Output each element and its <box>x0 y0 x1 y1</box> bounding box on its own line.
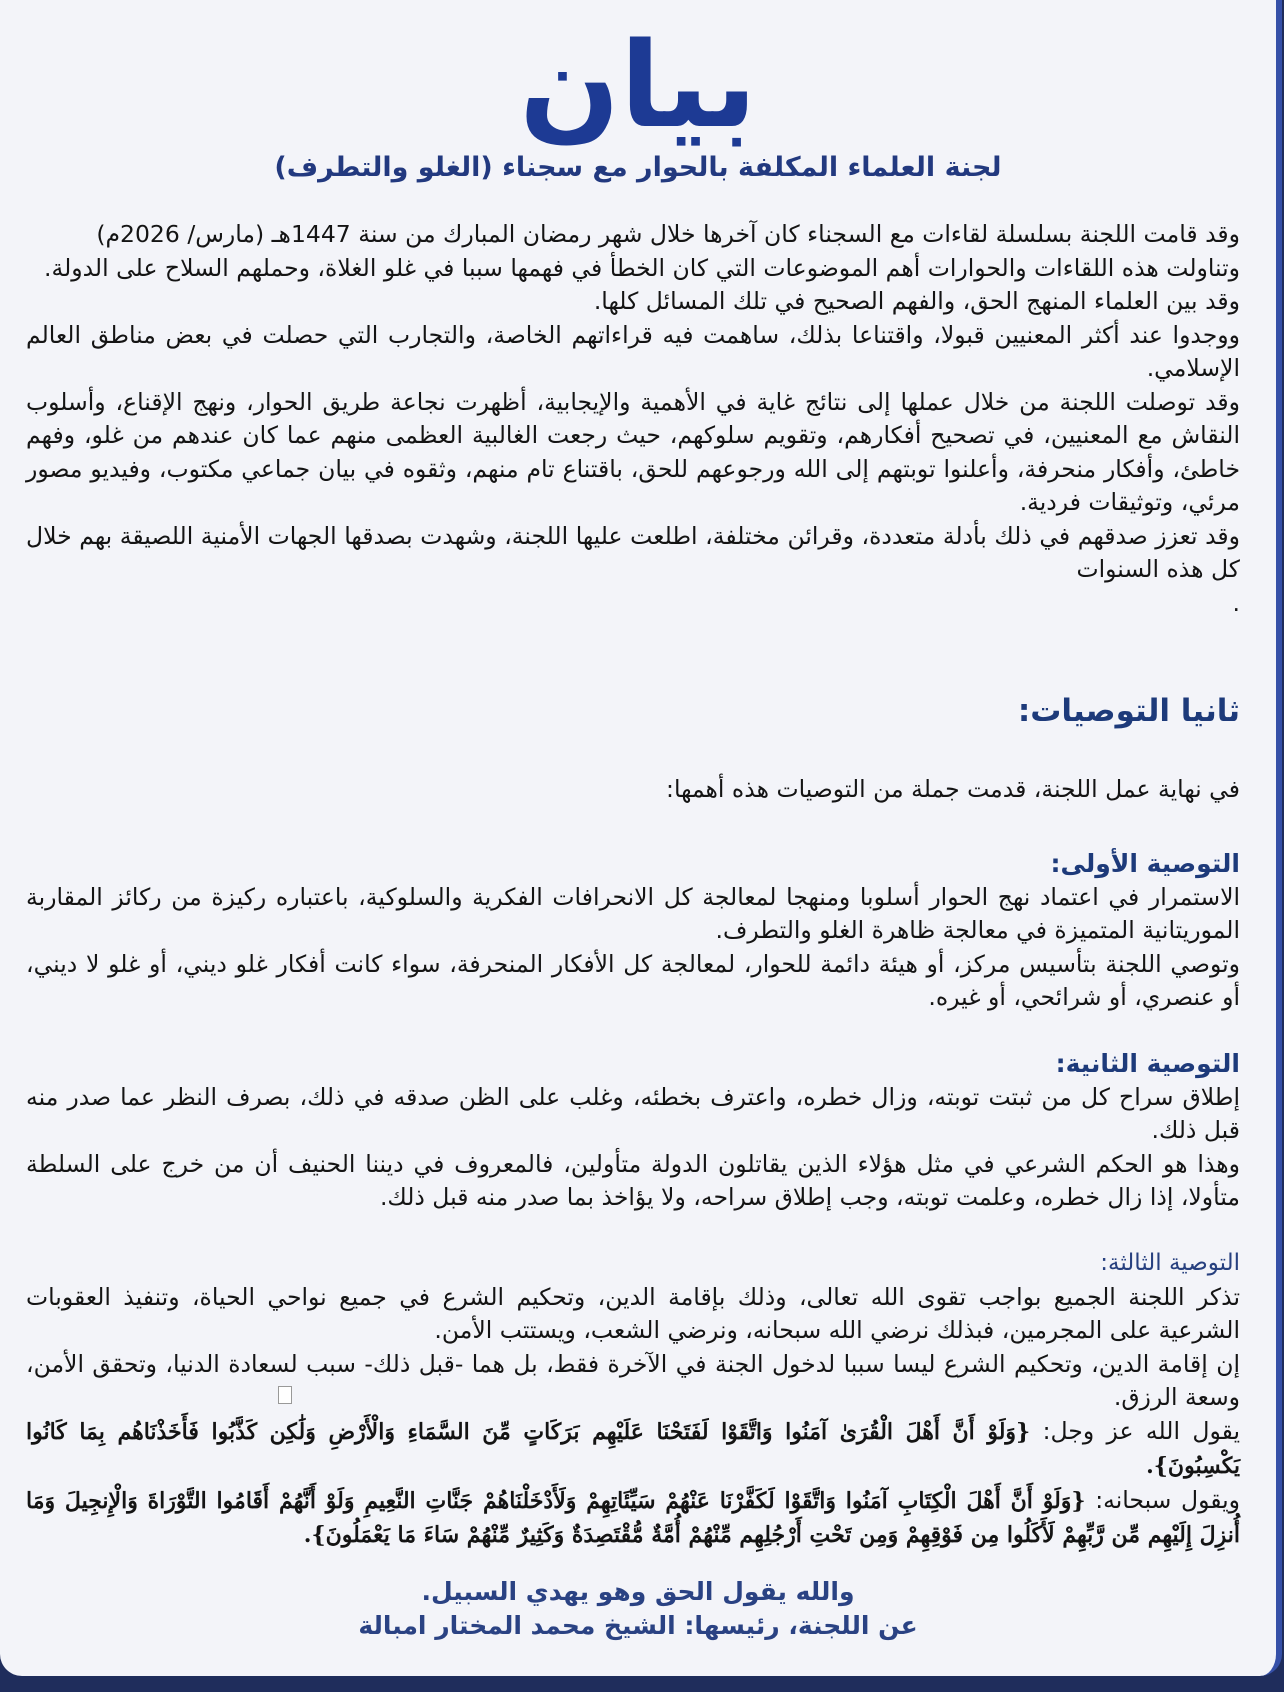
intro-paragraph: وقد بين العلماء المنهج الحق، والفهم الصحيح في تلك المسائل كلها. <box>593 287 1240 315</box>
paragraph: إن إقامة الدين، وتحكيم الشرع ليسا سببا لدخول الجنة في الآخرة فقط، بل هما -قبل ذلك- سبب لسعادة الدنيا، وتحقق الأمن، وسعة الرزق. <box>26 1349 1240 1411</box>
intro-section <box>26 218 1240 620</box>
section-heading: التوصية الثالثة: <box>1100 1250 1240 1276</box>
intro-paragraph: وقد توصلت اللجنة من خلال عملها إلى نتائج غاية في الأهمية والإيجابية، أظهرت نجاعة طريق الحوار، ونهج الإقناع، وأسلوب النقاش مع المعنيين، في تصحيح أفكارهم، وتقويم سلوكهم، حيث رجعت الغالبية العظمى منهم عما كان عندهم من غلو، وفهم خاطئ، وأفكار منحرفة، وأعلنوا توبتهم إلى الله ورجوعهم للحق، باقتناع تام منهم، وثقوه في بيان جماعي مكتوب، وفيديو مصور مرئي، وتوثيقات فردية. <box>26 387 1240 516</box>
signature-line: عن اللجنة، رئيسها: الشيخ محمد المختار امبالة <box>358 1611 918 1640</box>
second-recommendation <box>26 1047 1240 1215</box>
quran-quote: {وَلَوْ أَنَّ أَهْلَ الْقُرَىٰ آمَنُوا وَاتَّقَوْا لَفَتَحْنَا عَلَيْهِم بَرَكَاتٍ مِّنَ السَّمَاءِ وَالْأَرْضِ وَلَٰكِن كَذَّبُوا فَأَخَذْنَاهُم بِمَا كَانُوا يَكْسِبُونَ}. <box>26 1418 1240 1479</box>
paragraph: وتوصي اللجنة بتأسيس مركز، أو هيئة دائمة للحوار، لمعالجة كل الأفكار المنحرفة، سواء كانت أفكار غلو ديني، أو غلو لا ديني، أو عنصري، أو شرائحي، أو غيره. <box>26 949 1240 1011</box>
paragraph: إطلاق سراح كل من ثبتت توبته، وزال خطره، واعترف بخطئه، وغلب على الظن صدقه في ذلك، بصرف النظر عما صدر منه قبل ذلك. <box>26 1082 1240 1144</box>
quote-paragraph <box>26 1415 1240 1484</box>
intro-paragraph: . <box>1232 588 1240 617</box>
intro-paragraph: ووجدوا عند أكثر المعنيين قبولا، واقتناعا بذلك، ساهمت فيه قراءاتهم الخاصة، والتجارب التي حصلت في بعض مناطق العالم الإسلامي. <box>26 320 1240 382</box>
section-heading: التوصية الثانية: <box>1055 1049 1240 1078</box>
intro-paragraph: وقد تعزز صدقهم في ذلك بأدلة متعددة، وقرائن مختلفة، اطلعت عليها اللجنة، وشهدت بصدقها الجهات الأمنية اللصيقة بهم خلال كل هذه السنوات <box>26 521 1240 583</box>
missing-glyph-box <box>278 1386 292 1404</box>
page-subtitle: لجنة العلماء المكلفة بالحوار مع سجناء (الغلو والتطرف) <box>274 152 1002 183</box>
intro-paragraph: وقد قامت اللجنة بسلسلة لقاءات مع السجناء كان آخرها خلال شهر رمضان المبارك من سنة 1447هـ (مارس/ 2026م) <box>96 220 1240 248</box>
paragraph: تذكر اللجنة الجميع بواجب تقوى الله تعالى، وذلك بإقامة الدين، وتحكيم الشرع في جميع نواحي الحياة، وتنفيذ العقوبات الشرعية على المجرمين، فبذلك نرضي الله سبحانه، ونرضي الشعب، ويستتب الأمن. <box>26 1282 1240 1344</box>
third-recommendation <box>26 1247 1240 1553</box>
first-recommendation <box>26 847 1240 1015</box>
closing-line: والله يقول الحق وهو يهدي السبيل. <box>421 1577 855 1606</box>
paragraph: الاستمرار في اعتماد نهج الحوار أسلوبا ومنهجا لمعالجة كل الانحرافات الفكرية والسلوكية، باعتباره ركيزة من ركائز المقاربة الموريتانية المتميزة في معالجة ظاهرة الغلو والتطرف. <box>26 882 1240 944</box>
quote-lead: يقول الله عز وجل: <box>1030 1416 1241 1445</box>
section-heading: التوصية الأولى: <box>1050 849 1240 878</box>
intro-paragraph: وتناولت هذه اللقاءات والحوارات أهم الموضوعات التي كان الخطأ في فهمها سببا في غلو الغلاة، وحملهم السلاح على الدولة. <box>44 253 1240 282</box>
quote-lead: ويقول سبحانه: <box>1085 1485 1240 1514</box>
quote-paragraph <box>26 1484 1240 1553</box>
recommendations-intro: في نهاية عمل اللجنة، قدمت جملة من التوصيات هذه أهمها: <box>666 774 1240 803</box>
page-title: بيان <box>519 16 757 154</box>
recommendations-heading: ثانيا التوصيات: <box>1017 693 1240 729</box>
quran-quote: {وَلَوْ أَنَّ أَهْلَ الْكِتَابِ آمَنُوا وَاتَّقَوْا لَكَفَّرْنَا عَنْهُمْ سَيِّئَاتِهِمْ وَلَأَدْخَلْنَاهُمْ جَنَّاتِ النَّعِيمِ وَلَوْ أَنَّهُمْ أَقَامُوا التَّوْرَاةَ وَالْإِنجِيلَ وَمَا أُنزِلَ إِلَيْهِم مِّن رَّبِّهِمْ لَأَكَلُوا مِن فَوْقِهِمْ وَمِن تَحْتِ أَرْجُلِهِم مِّنْهُمْ أُمَّةٌ مُّقْتَصِدَةٌ وَكَثِيرٌ مِّنْهُمْ سَاءَ مَا يَعْمَلُونَ}. <box>26 1487 1240 1548</box>
paragraph: وهذا هو الحكم الشرعي في مثل هؤلاء الذين يقاتلون الدولة متأولين، فالمعروف في ديننا الحنيف أن من خرج على السلطة متأولا، إذا زال خطره، وعلمت توبته، وجب إطلاق سراحه، ولا يؤاخذ بما صدر منه قبل ذلك. <box>26 1149 1240 1211</box>
recommendations-section <box>26 695 1240 806</box>
